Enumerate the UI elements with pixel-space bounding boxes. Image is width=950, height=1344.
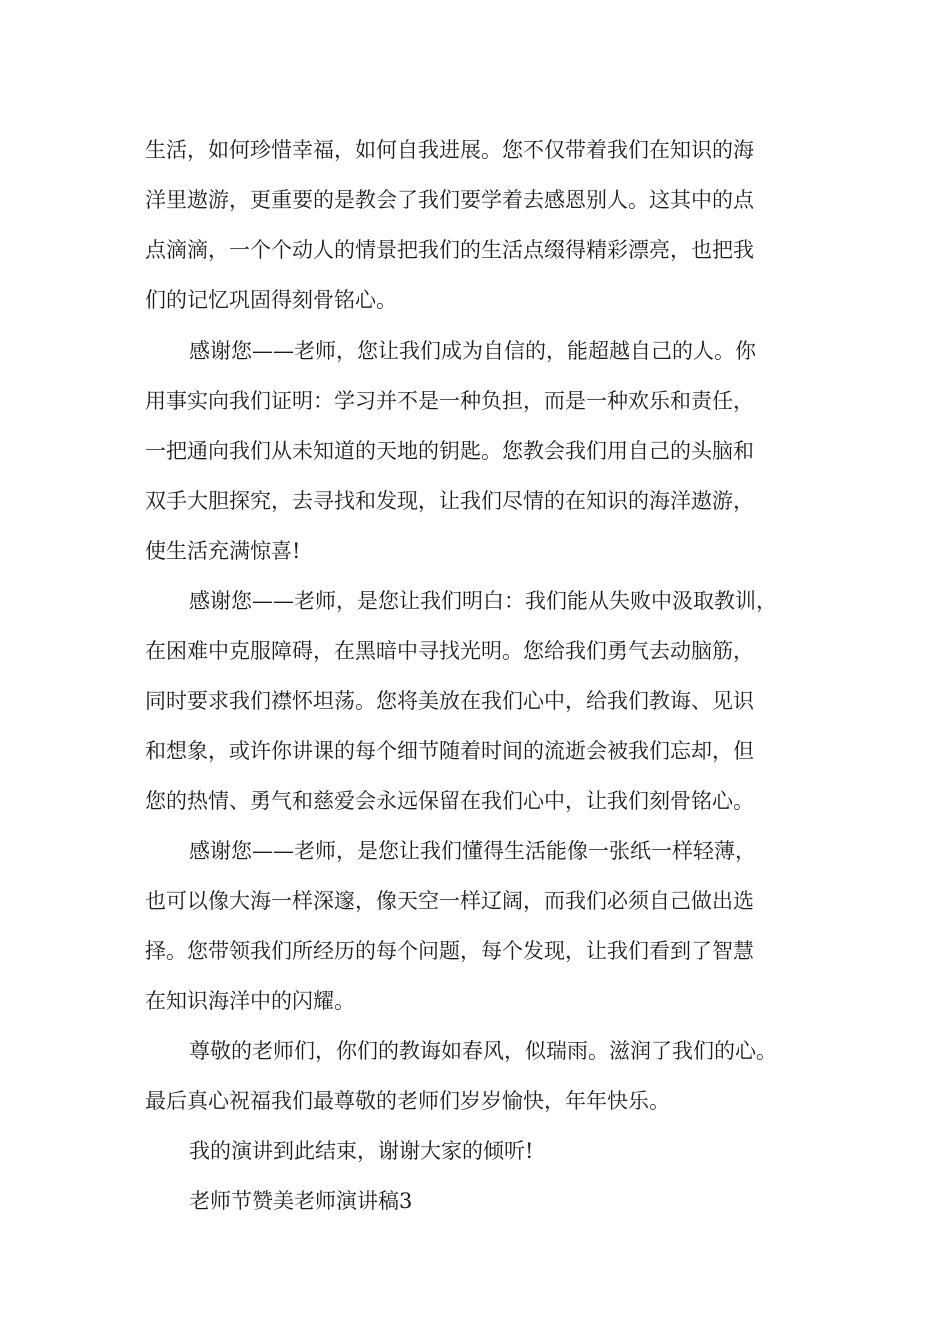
text-line: 最后真心祝福我们最尊敬的老师们岁岁愉快，年年快乐。 — [145, 1089, 670, 1113]
paragraph-first-line: 感谢您——老师，是您让我们懂得生活能像一张纸一样轻薄， — [189, 839, 756, 863]
paragraph-first-line: 尊敬的老师们，你们的教诲如春风，似瑞雨。滋润了我们的心。 — [189, 1039, 777, 1063]
text-line: 双手大胆探究，去寻找和发现，让我们尽情的在知识的海洋遨游， — [145, 489, 754, 513]
text-line: 您的热情、勇气和慈爱会永远保留在我们心中，让我们刻骨铭心。 — [145, 789, 754, 813]
text-line: 在知识海洋中的闪耀。 — [145, 989, 355, 1013]
text-line: 点滴滴，一个个动人的情景把我们的生活点缀得精彩漂亮，也把我 — [145, 238, 754, 262]
paragraph-first-line: 感谢您——老师，是您让我们明白：我们能从失败中汲取教训， — [189, 589, 777, 613]
text-line: 们的记忆巩固得刻骨铭心。 — [145, 288, 397, 312]
text-line: 洋里遨游，更重要的是教会了我们要学着去感恩别人。这其中的点 — [145, 188, 754, 212]
paragraph-first-line: 感谢您——老师，您让我们成为自信的，能超越自己的人。你 — [189, 339, 756, 363]
text-line: 同时要求我们襟怀坦荡。您将美放在我们心中，给我们教诲、见识 — [145, 689, 754, 713]
section-heading: 老师节赞美老师演讲稿3 — [189, 1189, 413, 1213]
text-line: 和想象，或许你讲课的每个细节随着时间的流逝会被我们忘却，但 — [145, 739, 754, 763]
text-line: 择。您带领我们所经历的每个问题，每个发现，让我们看到了智慧 — [145, 939, 754, 963]
text-line: 用事实向我们证明：学习并不是一种负担，而是一种欢乐和责任， — [145, 389, 754, 413]
text-line: 在困难中克服障碍，在黑暗中寻找光明。您给我们勇气去动脑筋， — [145, 639, 754, 663]
text-line: 一把通向我们从未知道的天地的钥匙。您教会我们用自己的头脑和 — [145, 439, 754, 463]
closing-line: 我的演讲到此结束，谢谢大家的倾听! — [189, 1139, 534, 1163]
text-line: 生活，如何珍惜幸福，如何自我进展。您不仅带着我们在知识的海 — [145, 138, 754, 162]
text-line: 也可以像大海一样深邃，像天空一样辽阔，而我们必须自己做出选 — [145, 889, 754, 913]
text-line: 使生活充满惊喜! — [145, 539, 301, 563]
